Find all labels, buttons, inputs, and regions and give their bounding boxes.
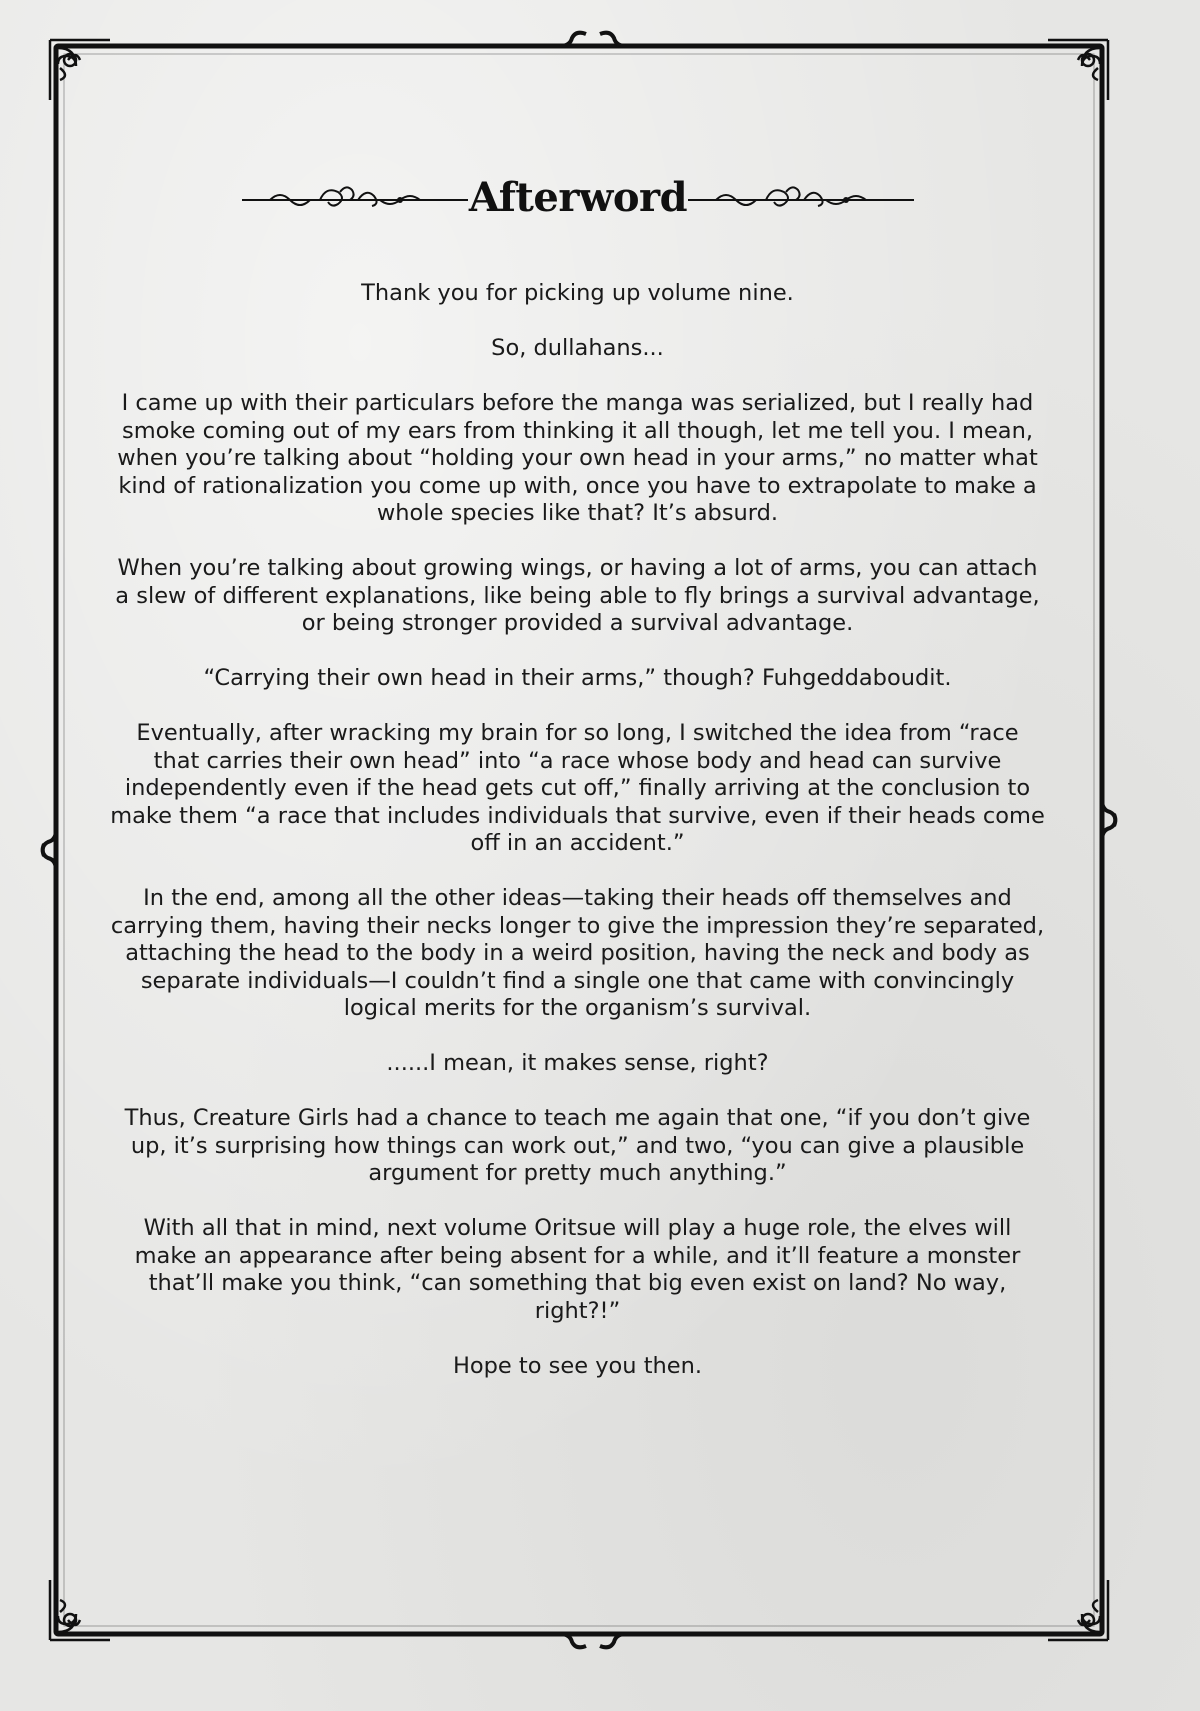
- paragraph: So, dullahans...: [491, 335, 664, 361]
- corner-ornament-bottom-right-icon: [1048, 1580, 1108, 1640]
- paragraph: With all that in mind, next volume Oritsue will play a huge role, the elves will make an appearance after being absent for a while, and it’ll feature a monster that’ll make you think, “can something that big even exist on land? No way, right?!”: [134, 1215, 1021, 1324]
- corner-ornament-bottom-left-icon: [50, 1580, 110, 1640]
- corner-ornament-top-left-icon: [50, 40, 110, 100]
- paragraph: Thank you for picking up volume nine.: [361, 280, 794, 306]
- page-title: Afterword: [468, 174, 688, 221]
- paragraph: In the end, among all the other ideas—taking their heads off themselves and carrying them, having their necks longer to give the impression they’re separated, attaching the head to the body in a weird position, having the neck and body as separate individuals—I couldn’t find a single one that came with convincingly logical merits for the organism’s survival.: [110, 885, 1045, 1021]
- paragraph: Hope to see you then.: [452, 1352, 703, 1379]
- paragraph: When you’re talking about growing wings, or having a lot of arms, you can attach a slew of different explanations, like being able to fly brings a survival advantage, or being stronger provided a survival advantage.: [115, 555, 1040, 636]
- paragraph: ......I mean, it makes sense, right?: [386, 1050, 769, 1076]
- paragraph: I came up with their particulars before the manga was serialized, but I really had smoke coming out of my ears from thinking it all though, let me tell you. I mean, when you’re talking about “holding your own head in your arms,” no matter what kind of rationalization you come up with, once you have to extrapolate to make a whole species like that? It’s absurd.: [117, 390, 1038, 526]
- title-row: [240, 170, 916, 226]
- paragraph: “Carrying their own head in their arms,” though? Fuhgeddaboudit.: [203, 665, 952, 691]
- paragraph: Eventually, after wracking my brain for so long, I switched the idea from “race that carries their own head” into “a race whose body and head can survive independently even if the head gets cut off,” finally arriving at the conclusion to make them “a race that includes individuals that survive, even if their heads come off in an accident.”: [110, 720, 1045, 856]
- paragraph: Thus, Creature Girls had a chance to teach me again that one, “if you don’t give up, it’s surprising how things can work out,” and two, “you can give a plausible argument for pretty much anything.”: [124, 1105, 1031, 1186]
- afterword-body: [110, 280, 1045, 1408]
- corner-ornament-top-right-icon: [1048, 40, 1108, 100]
